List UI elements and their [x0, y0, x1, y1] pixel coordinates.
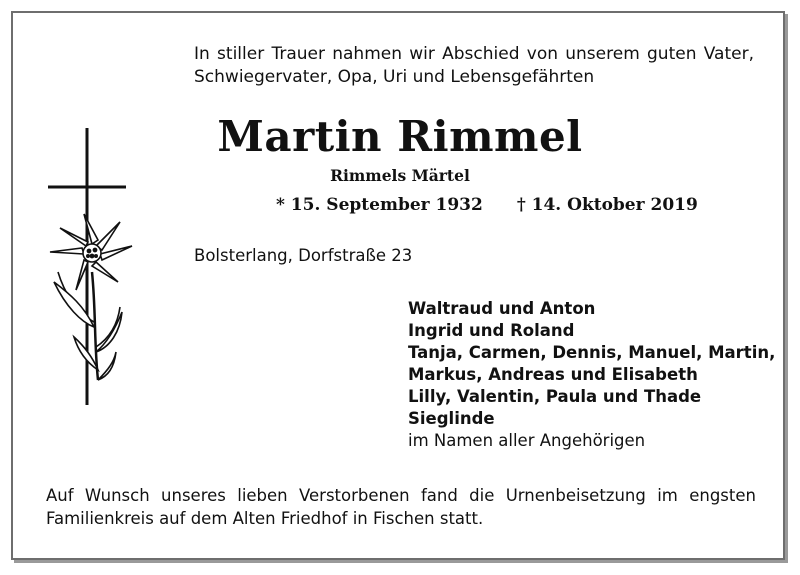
family-row: Tanja, Carmen, Dennis, Manuel, Martin,	[408, 343, 776, 362]
deceased-nickname: Rimmels Märtel	[330, 166, 470, 185]
family-note: im Namen aller Angehörigen	[408, 431, 646, 450]
birth-date: * 15. September 1932	[276, 195, 483, 215]
death-date: † 14. Oktober 2019	[516, 195, 698, 215]
family-list	[408, 298, 775, 452]
deceased-name: Martin Rimmel	[217, 112, 583, 161]
closing-text: Auf Wunsch unseres lieben Verstorbenen fand die Urnenbeisetzung im engsten Familienkreis auf dem Alten Friedhof in Fischen statt.	[46, 486, 756, 528]
family-row: Lilly, Valentin, Paula und Thade	[408, 387, 702, 406]
family-row: Sieglinde	[408, 409, 495, 428]
intro-text: In stiller Trauer nahmen wir Abschied von unserem guten Vater, Schwiegervater, Opa, Uri und Lebensgefährten	[194, 44, 754, 87]
edelweiss-icon	[50, 214, 132, 380]
family-row: Markus, Andreas und Elisabeth	[408, 365, 698, 384]
cross-with-edelweiss	[36, 122, 136, 407]
life-dates	[276, 195, 698, 215]
family-row: Waltraud und Anton	[408, 299, 596, 318]
address: Bolsterlang, Dorfstraße 23	[194, 246, 413, 265]
family-row: Ingrid und Roland	[408, 321, 575, 340]
